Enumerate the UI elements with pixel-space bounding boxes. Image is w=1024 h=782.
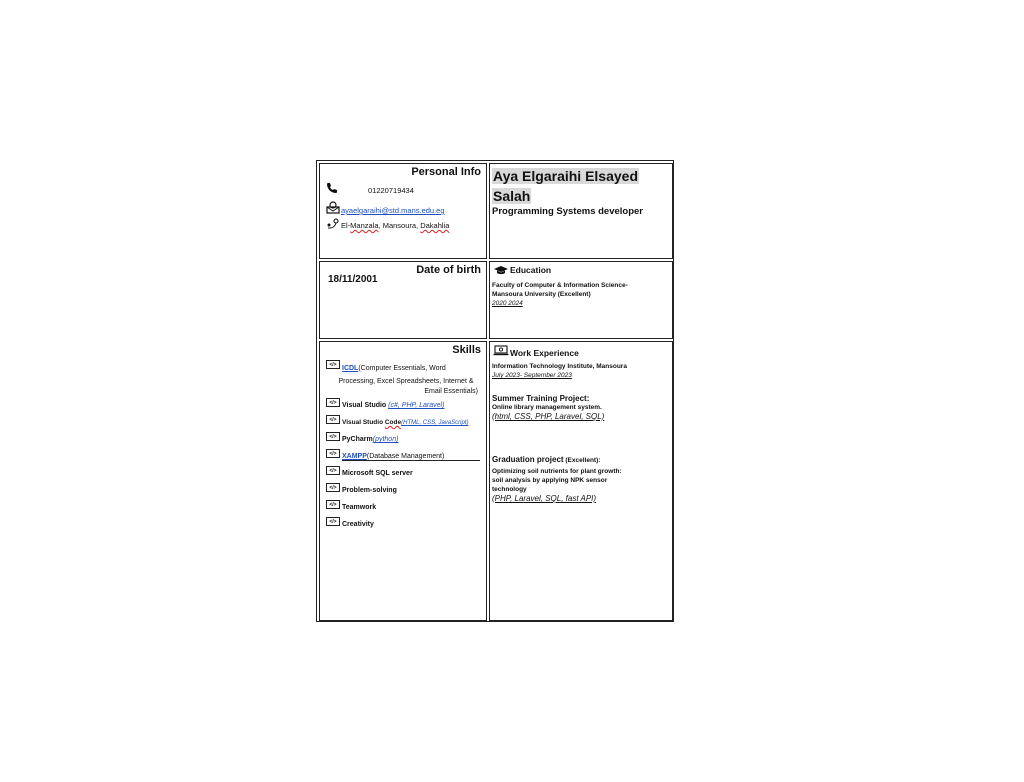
skill-item: </> Problem-solving <box>326 483 397 494</box>
education-heading <box>493 265 551 275</box>
graduation-tech: (PHP, Laravel, SQL, fast API) <box>492 494 597 503</box>
code-icon: </> <box>326 449 340 458</box>
resume-table <box>316 160 674 622</box>
code-icon: </> <box>326 398 340 407</box>
work-details: Information Technology Institute, Mansoura July 2023- September 2023 <box>492 363 627 379</box>
code-icon: </> <box>326 500 340 509</box>
skills-title: Skills <box>452 344 481 356</box>
name-cell <box>489 163 673 259</box>
skill-icdl-continued: Processing, Excel Spreadsheets, Internet & Email Essentials) <box>338 378 478 395</box>
education-cell <box>489 261 673 339</box>
location-icon <box>326 218 339 230</box>
phone-number: 01220719434 <box>368 186 414 195</box>
summer-project: Summer Training Project: Online library management system. (html, CSS, PHP, Laravel, SQL) <box>492 394 605 421</box>
education-title: Education <box>510 265 552 275</box>
dob-title: Date of birth <box>416 264 481 276</box>
work-dates: July 2023- September 2023 <box>492 372 572 379</box>
skill-item: </> ICDL(Computer Essentials, Word <box>326 360 482 374</box>
dob-value: 18/11/2001 <box>328 274 378 285</box>
graduation-project: Graduation project (Excellent): Optimizing soil nutrients for plant growth: soil analysis by applying NPK sensor technology (PHP, Laravel, SQL, fast API) <box>492 449 670 503</box>
skill-item: </> Visual Studio (c#, PHP, Laravel) <box>326 398 444 409</box>
job-role: Programming Systems developer <box>492 206 643 217</box>
skill-item: </> Creativity <box>326 517 374 528</box>
address: El-Manzala, Mansoura, Dakahlia <box>341 221 450 230</box>
skill-item: </> Microsoft SQL server <box>326 466 413 477</box>
address-row <box>326 218 449 230</box>
work-experience-cell <box>489 341 673 621</box>
email-link[interactable]: ayaelgaraihi@std.mans.edu.eg <box>341 206 445 215</box>
personal-info-title: Personal Info <box>411 166 481 178</box>
phone-icon <box>326 182 338 194</box>
code-icon: </> <box>326 360 340 369</box>
skill-item: </> XAMPP(Database Management) <box>326 449 484 461</box>
skills-cell <box>319 341 487 621</box>
education-details: Faculty of Computer & Information Science- Mansoura University (Excellent) 2020 2024 <box>492 282 628 307</box>
skill-item: </> Teamwork <box>326 500 376 511</box>
graduation-cap-icon <box>493 265 509 275</box>
full-name: Aya Elgaraihi Elsayed Salah <box>493 168 638 204</box>
email-row <box>326 200 445 215</box>
work-title: Work Experience <box>510 348 579 358</box>
code-icon: </> <box>326 466 340 475</box>
laptop-icon <box>493 345 509 356</box>
email-icon <box>326 201 340 214</box>
phone-row <box>326 180 414 195</box>
code-icon: </> <box>326 483 340 492</box>
dob-cell <box>319 261 487 339</box>
education-years: 2020 2024 <box>492 300 523 307</box>
skill-item: </> Visual Studio Code(HTML, CSS, JavaScript) <box>326 415 468 426</box>
summer-tech: (html, CSS, PHP, Laravel, SQL) <box>492 412 605 421</box>
personal-info-cell <box>319 163 487 259</box>
work-heading <box>493 345 579 356</box>
code-icon: </> <box>326 432 340 441</box>
code-icon: </> <box>326 517 340 526</box>
skill-item: </> PyCharm(python) <box>326 432 398 443</box>
code-icon: </> <box>326 415 340 424</box>
